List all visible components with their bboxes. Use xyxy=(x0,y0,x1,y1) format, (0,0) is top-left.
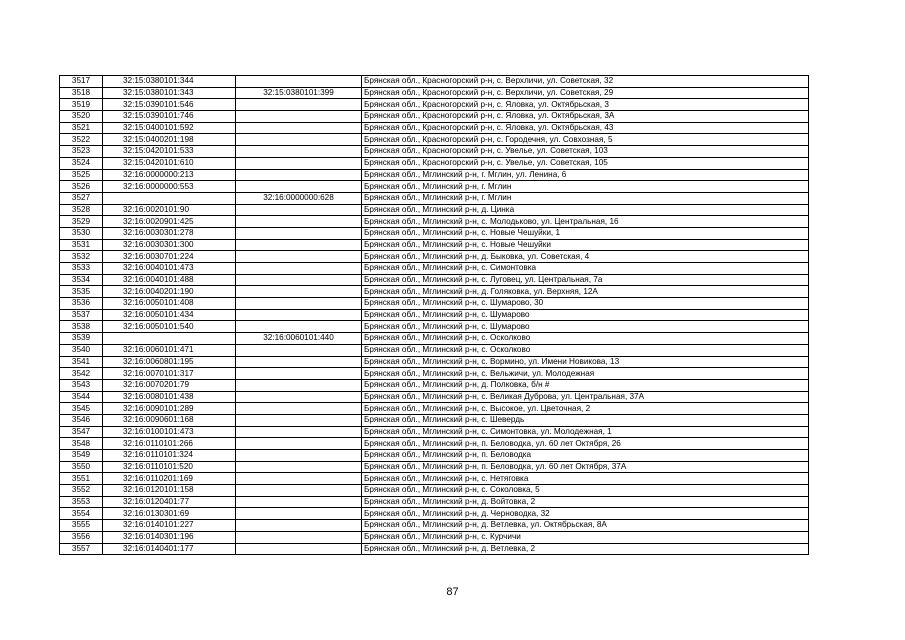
cadastral-number-cell: 32:15:0380101:344 xyxy=(103,76,236,88)
cadastral-number-cell: 32:16:0040101:473 xyxy=(103,263,236,275)
address-cell: Брянская обл., Мглинский р-н, д. Голяковка, ул. Верхняя, 12А xyxy=(362,286,809,298)
address-cell: Брянская обл., Мглинский р-н, с. Новые Чешуйки, 1 xyxy=(362,227,809,239)
row-number-cell: 3544 xyxy=(60,391,103,403)
table-row xyxy=(60,508,809,520)
table-row xyxy=(60,426,809,438)
cadastral-number-2-cell: 32:15:0380101:399 xyxy=(236,87,362,99)
row-number-cell: 3531 xyxy=(60,239,103,251)
table-row xyxy=(60,227,809,239)
cadastral-number-cell: 32:16:0020901:425 xyxy=(103,216,236,228)
cadastral-number-2-cell xyxy=(236,134,362,146)
cadastral-number-cell: 32:16:0110101:266 xyxy=(103,438,236,450)
cadastral-number-cell xyxy=(103,333,236,345)
table-row xyxy=(60,438,809,450)
page-number: 87 xyxy=(446,586,459,598)
table-row xyxy=(60,496,809,508)
property-table xyxy=(59,75,809,555)
table-row xyxy=(60,134,809,146)
table-row xyxy=(60,543,809,555)
address-cell: Брянская обл., Красногорский р-н, с. Яловка, ул. Октябрьская, 43 xyxy=(362,122,809,134)
address-cell: Брянская обл., Мглинский р-н, с. Молодьково, ул. Центральная, 16 xyxy=(362,216,809,228)
address-cell: Брянская обл., Мглинский р-н, д. Ветлевка, ул. Октябрьская, 8А xyxy=(362,520,809,532)
address-cell: Брянская обл., Мглинский р-н, с. Великая Дуброва, ул. Центральная, 37А xyxy=(362,391,809,403)
cadastral-number-cell: 32:16:0050101:434 xyxy=(103,309,236,321)
row-number-cell: 3541 xyxy=(60,356,103,368)
cadastral-number-cell: 32:15:0400101:592 xyxy=(103,122,236,134)
cadastral-number-2-cell xyxy=(236,461,362,473)
table-row xyxy=(60,111,809,123)
address-cell: Брянская обл., Мглинский р-н, с. Шумарово, 30 xyxy=(362,298,809,310)
cadastral-number-2-cell xyxy=(236,111,362,123)
cadastral-number-2-cell xyxy=(236,368,362,380)
row-number-cell: 3534 xyxy=(60,274,103,286)
address-cell: Брянская обл., Мглинский р-н, с. Вельжичи, ул. Молодежная xyxy=(362,368,809,380)
row-number-cell: 3546 xyxy=(60,414,103,426)
cadastral-number-cell: 32:15:0400201:198 xyxy=(103,134,236,146)
cadastral-number-cell: 32:16:0080101:438 xyxy=(103,391,236,403)
table-row xyxy=(60,321,809,333)
cadastral-number-2-cell: 32:16:0000000:628 xyxy=(236,192,362,204)
cadastral-number-cell xyxy=(103,192,236,204)
cadastral-number-2-cell xyxy=(236,122,362,134)
row-number-cell: 3547 xyxy=(60,426,103,438)
cadastral-number-cell: 32:16:0140301:196 xyxy=(103,531,236,543)
cadastral-number-2-cell xyxy=(236,496,362,508)
cadastral-number-cell: 32:16:0070201:79 xyxy=(103,379,236,391)
cadastral-number-cell: 32:16:0130301:69 xyxy=(103,508,236,520)
address-cell: Брянская обл., Мглинский р-н, п. Беловодка, ул. 60 лет Октября, 37А xyxy=(362,461,809,473)
table-row xyxy=(60,520,809,532)
cadastral-number-cell: 32:16:0000000:553 xyxy=(103,181,236,193)
address-cell: Брянская обл., Мглинский р-н, с. Луговец, ул. Центральная, 7а xyxy=(362,274,809,286)
table-row xyxy=(60,485,809,497)
address-cell: Брянская обл., Мглинский р-н, п. Беловодка, ул. 60 лет Октября, 26 xyxy=(362,438,809,450)
cadastral-number-2-cell xyxy=(236,344,362,356)
cadastral-number-cell: 32:16:0110201:169 xyxy=(103,473,236,485)
table-row xyxy=(60,169,809,181)
row-number-cell: 3537 xyxy=(60,309,103,321)
row-number-cell: 3535 xyxy=(60,286,103,298)
cadastral-number-2-cell xyxy=(236,403,362,415)
table-row xyxy=(60,333,809,345)
row-number-cell: 3518 xyxy=(60,87,103,99)
row-number-cell: 3521 xyxy=(60,122,103,134)
table-row xyxy=(60,403,809,415)
address-cell: Брянская обл., Мглинский р-н, д. Быковка, ул. Советская, 4 xyxy=(362,251,809,263)
address-cell: Брянская обл., Мглинский р-н, с. Шумарово xyxy=(362,321,809,333)
table-row xyxy=(60,286,809,298)
table-row xyxy=(60,157,809,169)
address-cell: Брянская обл., Мглинский р-н, с. Новые Чешуйки xyxy=(362,239,809,251)
cadastral-number-2-cell xyxy=(236,391,362,403)
table-row xyxy=(60,239,809,251)
cadastral-number-cell: 32:16:0070101:317 xyxy=(103,368,236,380)
cadastral-number-cell: 32:16:0000000:213 xyxy=(103,169,236,181)
row-number-cell: 3556 xyxy=(60,531,103,543)
cadastral-number-cell: 32:16:0110101:324 xyxy=(103,450,236,462)
row-number-cell: 3530 xyxy=(60,227,103,239)
address-cell: Брянская обл., Мглинский р-н, п. Беловодка xyxy=(362,450,809,462)
row-number-cell: 3540 xyxy=(60,344,103,356)
table-row xyxy=(60,263,809,275)
row-number-cell: 3529 xyxy=(60,216,103,228)
table-row xyxy=(60,368,809,380)
row-number-cell: 3536 xyxy=(60,298,103,310)
address-cell: Брянская обл., Мглинский р-н, д. Черноводка, 32 xyxy=(362,508,809,520)
row-number-cell: 3548 xyxy=(60,438,103,450)
row-number-cell: 3551 xyxy=(60,473,103,485)
cadastral-number-2-cell xyxy=(236,438,362,450)
cadastral-number-2-cell xyxy=(236,379,362,391)
table-row xyxy=(60,204,809,216)
address-cell: Брянская обл., Красногорский р-н, с. Городечня, ул. Совхозная, 5 xyxy=(362,134,809,146)
address-cell: Брянская обл., Красногорский р-н, с. Увелье, ул. Советская, 105 xyxy=(362,157,809,169)
cadastral-number-2-cell xyxy=(236,76,362,88)
row-number-cell: 3527 xyxy=(60,192,103,204)
cadastral-number-cell: 32:16:0030301:278 xyxy=(103,227,236,239)
address-cell: Брянская обл., Мглинский р-н, г. Мглин xyxy=(362,181,809,193)
table-row xyxy=(60,356,809,368)
row-number-cell: 3545 xyxy=(60,403,103,415)
cadastral-number-2-cell xyxy=(236,473,362,485)
cadastral-number-cell: 32:16:0060101:471 xyxy=(103,344,236,356)
row-number-cell: 3520 xyxy=(60,111,103,123)
table-row xyxy=(60,122,809,134)
address-cell: Брянская обл., Мглинский р-н, д. Цинка xyxy=(362,204,809,216)
row-number-cell: 3519 xyxy=(60,99,103,111)
address-cell: Брянская обл., Красногорский р-н, с. Верхличи, ул. Советская, 32 xyxy=(362,76,809,88)
cadastral-number-2-cell xyxy=(236,309,362,321)
cadastral-number-cell: 32:15:0420101:610 xyxy=(103,157,236,169)
table-row xyxy=(60,192,809,204)
address-cell: Брянская обл., Мглинский р-н, с. Соколовка, 5 xyxy=(362,485,809,497)
cadastral-number-2-cell xyxy=(236,531,362,543)
address-cell: Брянская обл., Красногорский р-н, с. Яловка, ул. Октябрьская, 3А xyxy=(362,111,809,123)
address-cell: Брянская обл., Мглинский р-н, с. Курчичи xyxy=(362,531,809,543)
cadastral-number-2-cell xyxy=(236,146,362,158)
address-cell: Брянская обл., Мглинский р-н, с. Высокое, ул. Цветочная, 2 xyxy=(362,403,809,415)
table-row xyxy=(60,146,809,158)
cadastral-number-cell: 32:16:0040201:190 xyxy=(103,286,236,298)
cadastral-number-2-cell xyxy=(236,286,362,298)
cadastral-number-cell: 32:16:0030701:224 xyxy=(103,251,236,263)
address-cell: Брянская обл., Мглинский р-н, с. Симонтовка, ул. Молодежная, 1 xyxy=(362,426,809,438)
cadastral-number-2-cell xyxy=(236,356,362,368)
table-row xyxy=(60,99,809,111)
cadastral-number-cell: 32:15:0420101:533 xyxy=(103,146,236,158)
address-cell: Брянская обл., Мглинский р-н, с. Осколково xyxy=(362,344,809,356)
table-row xyxy=(60,344,809,356)
row-number-cell: 3524 xyxy=(60,157,103,169)
cadastral-number-2-cell xyxy=(236,274,362,286)
table-body xyxy=(60,76,809,555)
row-number-cell: 3542 xyxy=(60,368,103,380)
cadastral-number-2-cell xyxy=(236,181,362,193)
row-number-cell: 3533 xyxy=(60,263,103,275)
cadastral-number-2-cell xyxy=(236,520,362,532)
row-number-cell: 3555 xyxy=(60,520,103,532)
row-number-cell: 3539 xyxy=(60,333,103,345)
cadastral-number-cell: 32:16:0120101:158 xyxy=(103,485,236,497)
cadastral-number-2-cell xyxy=(236,216,362,228)
cadastral-number-cell: 32:16:0100101:473 xyxy=(103,426,236,438)
cadastral-number-2-cell xyxy=(236,298,362,310)
cadastral-number-2-cell xyxy=(236,204,362,216)
address-cell: Брянская обл., Мглинский р-н, д. Войтовка, 2 xyxy=(362,496,809,508)
cadastral-number-cell: 32:15:0390101:746 xyxy=(103,111,236,123)
table-row xyxy=(60,531,809,543)
cadastral-number-cell: 32:16:0030301:300 xyxy=(103,239,236,251)
row-number-cell: 3538 xyxy=(60,321,103,333)
row-number-cell: 3550 xyxy=(60,461,103,473)
cadastral-number-2-cell xyxy=(236,251,362,263)
cadastral-number-2-cell xyxy=(236,414,362,426)
cadastral-number-cell: 32:16:0050101:540 xyxy=(103,321,236,333)
cadastral-number-2-cell: 32:16:0060101:440 xyxy=(236,333,362,345)
address-cell: Брянская обл., Красногорский р-н, с. Увелье, ул. Советская, 103 xyxy=(362,146,809,158)
address-cell: Брянская обл., Красногорский р-н, с. Яловка, ул. Октябрьская, 3 xyxy=(362,99,809,111)
cadastral-number-2-cell xyxy=(236,450,362,462)
cadastral-number-cell: 32:16:0110101:520 xyxy=(103,461,236,473)
row-number-cell: 3557 xyxy=(60,543,103,555)
row-number-cell: 3528 xyxy=(60,204,103,216)
row-number-cell: 3532 xyxy=(60,251,103,263)
address-cell: Брянская обл., Мглинский р-н, г. Мглин, ул. Ленина, 6 xyxy=(362,169,809,181)
address-cell: Брянская обл., Мглинский р-н, с. Шумарово xyxy=(362,309,809,321)
table-row xyxy=(60,298,809,310)
address-cell: Брянская обл., Мглинский р-н, с. Осколково xyxy=(362,333,809,345)
cadastral-number-cell: 32:16:0020101:90 xyxy=(103,204,236,216)
table-row xyxy=(60,76,809,88)
cadastral-number-2-cell xyxy=(236,263,362,275)
row-number-cell: 3543 xyxy=(60,379,103,391)
row-number-cell: 3554 xyxy=(60,508,103,520)
table-row xyxy=(60,473,809,485)
cadastral-number-cell: 32:16:0060801:195 xyxy=(103,356,236,368)
table-row xyxy=(60,251,809,263)
cadastral-number-2-cell xyxy=(236,227,362,239)
table-row xyxy=(60,181,809,193)
row-number-cell: 3517 xyxy=(60,76,103,88)
table-row xyxy=(60,309,809,321)
address-cell: Брянская обл., Мглинский р-н, с. Шевердь xyxy=(362,414,809,426)
row-number-cell: 3549 xyxy=(60,450,103,462)
cadastral-number-2-cell xyxy=(236,508,362,520)
table-row xyxy=(60,216,809,228)
address-cell: Брянская обл., Красногорский р-н, с. Верхличи, ул. Советская, 29 xyxy=(362,87,809,99)
address-cell: Брянская обл., Мглинский р-н, д. Полковка, б/н # xyxy=(362,379,809,391)
cadastral-number-cell: 32:15:0390101:546 xyxy=(103,99,236,111)
row-number-cell: 3523 xyxy=(60,146,103,158)
table-row xyxy=(60,450,809,462)
cadastral-number-2-cell xyxy=(236,157,362,169)
cadastral-number-2-cell xyxy=(236,239,362,251)
cadastral-number-cell: 32:16:0140101:227 xyxy=(103,520,236,532)
cadastral-number-2-cell xyxy=(236,99,362,111)
cadastral-number-cell: 32:16:0050101:408 xyxy=(103,298,236,310)
address-cell: Брянская обл., Мглинский р-н, с. Симонтовка xyxy=(362,263,809,275)
row-number-cell: 3525 xyxy=(60,169,103,181)
table-row xyxy=(60,87,809,99)
address-cell: Брянская обл., Мглинский р-н, д. Ветлевка, 2 xyxy=(362,543,809,555)
table-row xyxy=(60,461,809,473)
cadastral-number-2-cell xyxy=(236,543,362,555)
cadastral-number-2-cell xyxy=(236,485,362,497)
cadastral-number-2-cell xyxy=(236,321,362,333)
cadastral-number-cell: 32:16:0120401:77 xyxy=(103,496,236,508)
cadastral-number-2-cell xyxy=(236,426,362,438)
table-row xyxy=(60,414,809,426)
cadastral-number-2-cell xyxy=(236,169,362,181)
cadastral-number-cell: 32:16:0090601:168 xyxy=(103,414,236,426)
cadastral-number-cell: 32:16:0140401:177 xyxy=(103,543,236,555)
cadastral-number-cell: 32:16:0090101:289 xyxy=(103,403,236,415)
address-cell: Брянская обл., Мглинский р-н, с. Нетяговка xyxy=(362,473,809,485)
address-cell: Брянская обл., Мглинский р-н, г. Мглин xyxy=(362,192,809,204)
table-row xyxy=(60,391,809,403)
row-number-cell: 3522 xyxy=(60,134,103,146)
cadastral-number-cell: 32:15:0380101:343 xyxy=(103,87,236,99)
address-cell: Брянская обл., Мглинский р-н, с. Вормино, ул. Имени Новикова, 13 xyxy=(362,356,809,368)
row-number-cell: 3526 xyxy=(60,181,103,193)
table-row xyxy=(60,274,809,286)
row-number-cell: 3552 xyxy=(60,485,103,497)
table-row xyxy=(60,379,809,391)
cadastral-number-cell: 32:16:0040101:488 xyxy=(103,274,236,286)
row-number-cell: 3553 xyxy=(60,496,103,508)
